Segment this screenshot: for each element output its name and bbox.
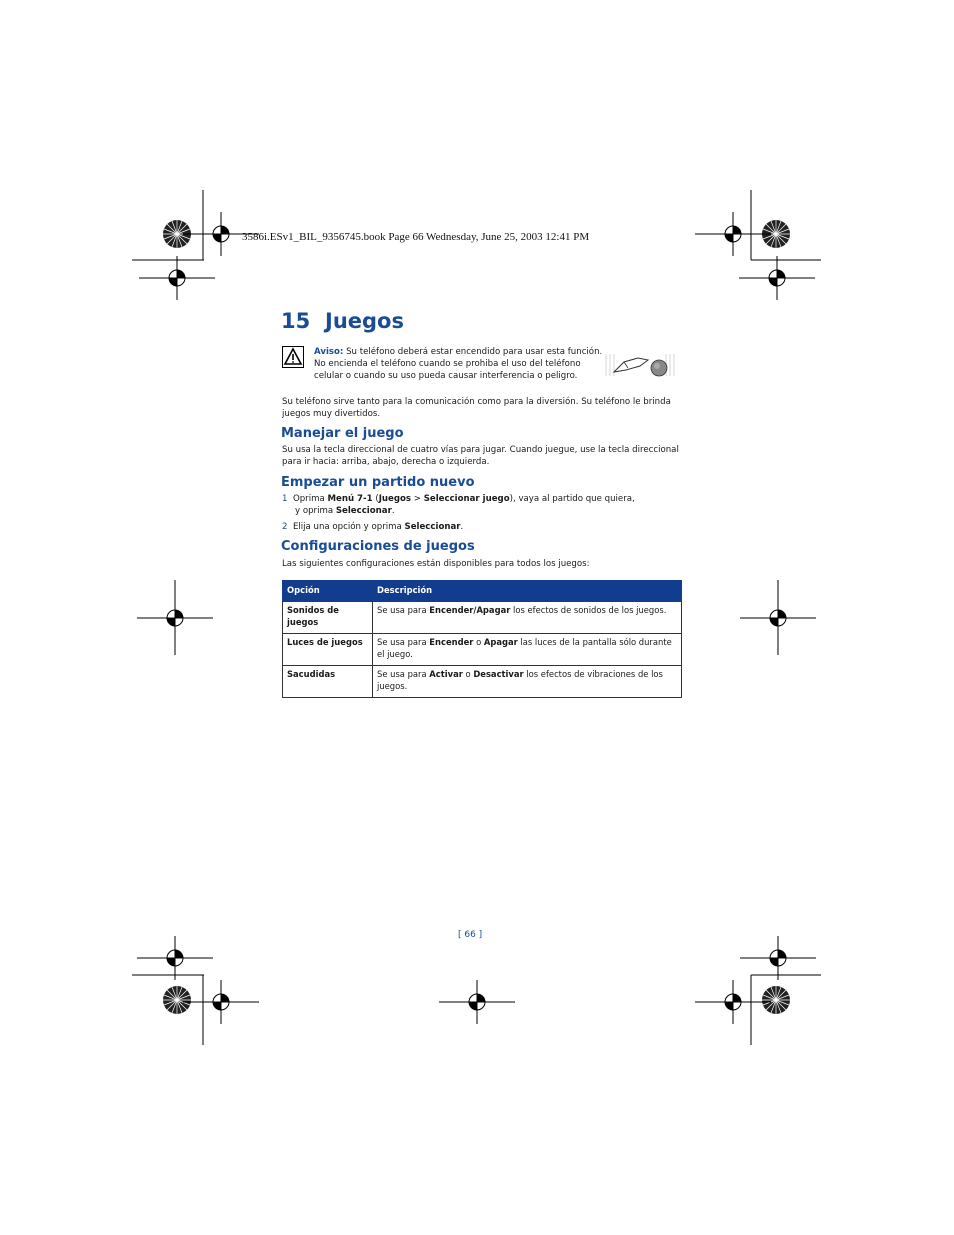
warning-label: Aviso: bbox=[314, 347, 344, 357]
heading-start-game: Empezar un partido nuevo bbox=[281, 475, 475, 490]
table-row bbox=[283, 634, 682, 666]
print-header: 3586i.ESv1_BIL_9356745.book Page 66 Wednesday, June 25, 2003 12:41 PM bbox=[242, 231, 590, 243]
column-header-description: Descripción bbox=[373, 581, 682, 602]
chapter-name: Juegos bbox=[325, 309, 404, 333]
description-cell: Se usa para Encender o Apagar las luces de la pantalla sólo durante el juego. bbox=[373, 634, 682, 666]
column-header-option: Opción bbox=[283, 581, 373, 602]
warning-text: Su teléfono deberá estar encendido para usar esta función. No encienda el teléfono cuando se prohiba el uso del teléfono celular o cuando su uso pueda causar interferencia o peligro. bbox=[314, 347, 603, 381]
step-1-number: 1 bbox=[282, 494, 288, 504]
settings-table bbox=[282, 580, 682, 698]
heading-game-settings: Configuraciones de juegos bbox=[281, 539, 475, 554]
option-cell: Sacudidas bbox=[283, 666, 373, 698]
table-row bbox=[283, 602, 682, 634]
manage-game-text: Su usa la tecla direccional de cuatro vías para jugar. Cuando juegue, use la tecla direccional para ir hacia: arriba, abajo, derecha o izquierda. bbox=[282, 445, 679, 467]
game-settings-text: Las siguientes configuraciones están disponibles para todos los juegos: bbox=[282, 559, 590, 569]
step-1: 1 Oprima Menú 7-1 (Juegos > Seleccionar juego), vaya al partido que quiera, y oprima Seleccionar. bbox=[282, 494, 635, 516]
description-cell: Se usa para Encender/Apagar los efectos de sonidos de los juegos. bbox=[373, 602, 682, 634]
table-row bbox=[283, 666, 682, 698]
warning-note bbox=[314, 346, 604, 382]
chapter-title bbox=[281, 309, 404, 333]
warning-triangle-icon bbox=[282, 346, 304, 368]
option-cell: Sonidos de juegos bbox=[283, 602, 373, 634]
page-number: [ 66 ] bbox=[458, 930, 483, 940]
step-2: 2 Elija una opción y oprima Seleccionar. bbox=[282, 522, 464, 532]
step-2-number: 2 bbox=[282, 522, 288, 532]
chapter-number: 15 bbox=[281, 309, 311, 333]
intro-paragraph: Su teléfono sirve tanto para la comunicación como para la diversión. Su teléfono le brinda juegos muy divertidos. bbox=[282, 397, 671, 419]
games-illustration-icon bbox=[604, 350, 676, 378]
description-cell: Se usa para Activar o Desactivar los efectos de vibraciones de los juegos. bbox=[373, 666, 682, 698]
heading-manage-game: Manejar el juego bbox=[281, 426, 404, 441]
table-header-row bbox=[283, 581, 682, 602]
option-cell: Luces de juegos bbox=[283, 634, 373, 666]
